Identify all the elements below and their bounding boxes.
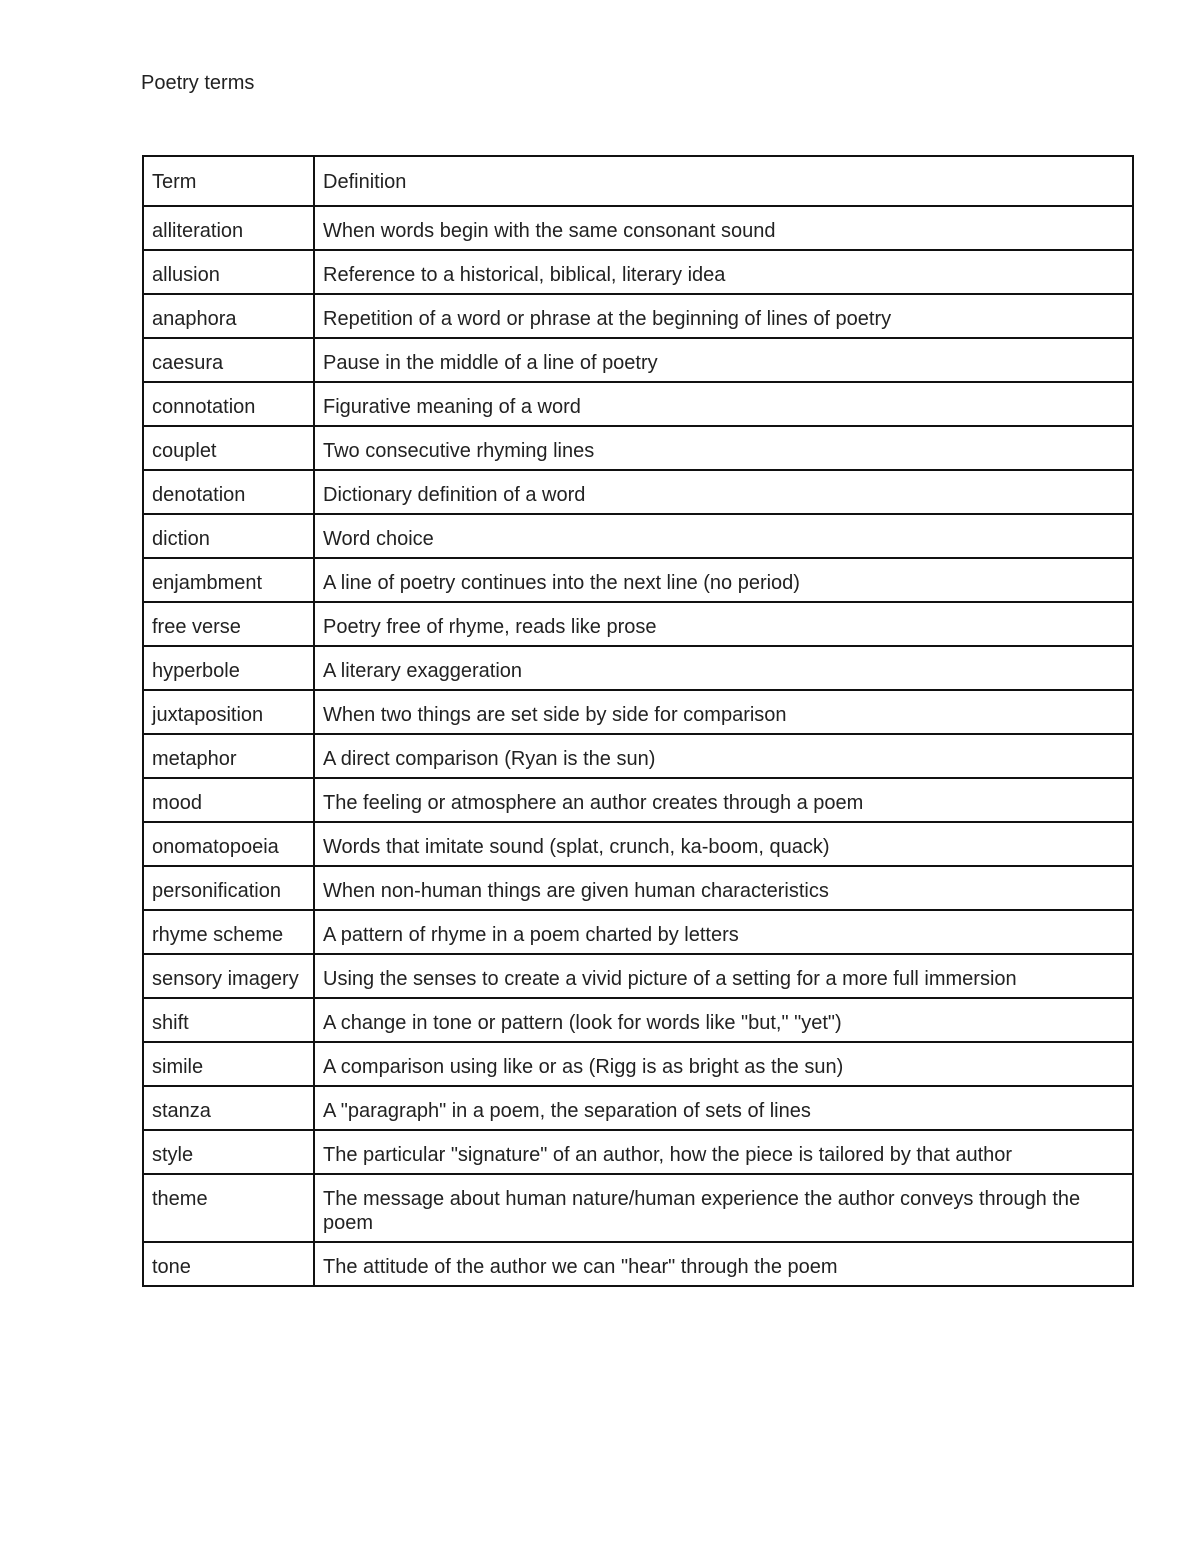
definition-cell: Pause in the middle of a line of poetry xyxy=(314,338,1133,382)
term-cell: hyperbole xyxy=(143,646,314,690)
definition-cell: The message about human nature/human experience the author conveys through the poem xyxy=(314,1174,1133,1242)
term-cell: stanza xyxy=(143,1086,314,1130)
term-cell: caesura xyxy=(143,338,314,382)
term-cell: denotation xyxy=(143,470,314,514)
term-cell: mood xyxy=(143,778,314,822)
term-cell: metaphor xyxy=(143,734,314,778)
definition-cell: Using the senses to create a vivid picture of a setting for a more full immersion xyxy=(314,954,1133,998)
term-cell: diction xyxy=(143,514,314,558)
table-row xyxy=(143,470,1133,514)
definition-cell: The particular "signature" of an author, how the piece is tailored by that author xyxy=(314,1130,1133,1174)
table-row xyxy=(143,602,1133,646)
table-row xyxy=(143,338,1133,382)
term-cell: shift xyxy=(143,998,314,1042)
document-title: Poetry terms xyxy=(141,72,255,94)
term-cell: connotation xyxy=(143,382,314,426)
definition-cell: A comparison using like or as (Rigg is as bright as the sun) xyxy=(314,1042,1133,1086)
definition-cell: Two consecutive rhyming lines xyxy=(314,426,1133,470)
term-cell: allusion xyxy=(143,250,314,294)
table-row xyxy=(143,778,1133,822)
definition-cell: Dictionary definition of a word xyxy=(314,470,1133,514)
table-row xyxy=(143,998,1133,1042)
term-cell: couplet xyxy=(143,426,314,470)
definition-cell: When words begin with the same consonant sound xyxy=(314,206,1133,250)
table-body xyxy=(143,206,1133,1286)
definition-cell: The attitude of the author we can "hear" through the poem xyxy=(314,1242,1133,1286)
table-row xyxy=(143,1042,1133,1086)
table-row xyxy=(143,646,1133,690)
table-row xyxy=(143,558,1133,602)
poetry-terms-table xyxy=(142,155,1134,1287)
definition-cell: When non-human things are given human characteristics xyxy=(314,866,1133,910)
table-row xyxy=(143,866,1133,910)
definition-cell: A line of poetry continues into the next line (no period) xyxy=(314,558,1133,602)
table-row xyxy=(143,382,1133,426)
term-cell: enjambment xyxy=(143,558,314,602)
table-row xyxy=(143,1174,1133,1242)
table-row xyxy=(143,294,1133,338)
table-row xyxy=(143,954,1133,998)
table-row xyxy=(143,1086,1133,1130)
table-row xyxy=(143,426,1133,470)
term-cell: juxtaposition xyxy=(143,690,314,734)
definition-cell: A direct comparison (Ryan is the sun) xyxy=(314,734,1133,778)
term-cell: anaphora xyxy=(143,294,314,338)
term-cell: style xyxy=(143,1130,314,1174)
definition-cell: Word choice xyxy=(314,514,1133,558)
term-cell: onomatopoeia xyxy=(143,822,314,866)
definition-cell: Figurative meaning of a word xyxy=(314,382,1133,426)
term-cell: theme xyxy=(143,1174,314,1242)
definition-cell: A change in tone or pattern (look for words like "but," "yet") xyxy=(314,998,1133,1042)
table-row xyxy=(143,514,1133,558)
definition-cell: A literary exaggeration xyxy=(314,646,1133,690)
definition-cell: A "paragraph" in a poem, the separation of sets of lines xyxy=(314,1086,1133,1130)
table-row xyxy=(143,206,1133,250)
definition-cell: Poetry free of rhyme, reads like prose xyxy=(314,602,1133,646)
column-header-definition: Definition xyxy=(314,156,1133,206)
definition-cell: When two things are set side by side for comparison xyxy=(314,690,1133,734)
term-cell: rhyme scheme xyxy=(143,910,314,954)
column-header-term: Term xyxy=(143,156,314,206)
table-row xyxy=(143,690,1133,734)
definition-cell: The feeling or atmosphere an author creates through a poem xyxy=(314,778,1133,822)
term-cell: sensory imagery xyxy=(143,954,314,998)
term-cell: tone xyxy=(143,1242,314,1286)
table-row xyxy=(143,822,1133,866)
table-row xyxy=(143,1130,1133,1174)
term-cell: simile xyxy=(143,1042,314,1086)
table-row xyxy=(143,734,1133,778)
table-header-row xyxy=(143,156,1133,206)
definition-cell: Words that imitate sound (splat, crunch, ka-boom, quack) xyxy=(314,822,1133,866)
term-cell: free verse xyxy=(143,602,314,646)
term-cell: personification xyxy=(143,866,314,910)
table-row xyxy=(143,910,1133,954)
table-row xyxy=(143,250,1133,294)
table-row xyxy=(143,1242,1133,1286)
term-cell: alliteration xyxy=(143,206,314,250)
definition-cell: Repetition of a word or phrase at the beginning of lines of poetry xyxy=(314,294,1133,338)
definition-cell: A pattern of rhyme in a poem charted by letters xyxy=(314,910,1133,954)
definition-cell: Reference to a historical, biblical, literary idea xyxy=(314,250,1133,294)
